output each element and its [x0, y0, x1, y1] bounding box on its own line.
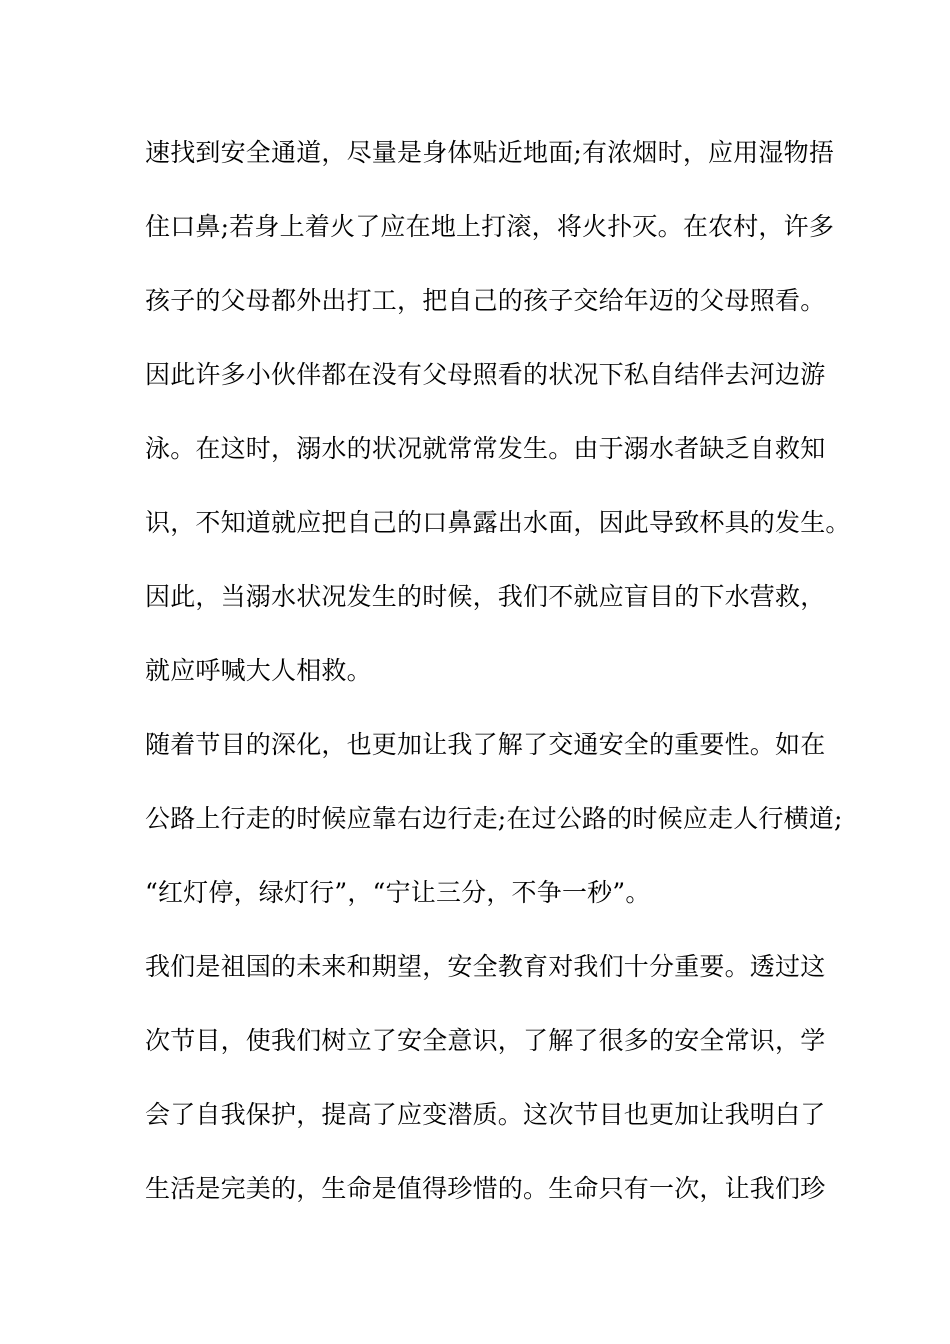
text-line: 速找到安全通道，尽量是身体贴近地面;有浓烟时，应用湿物捂 [145, 138, 835, 167]
text-line: “红灯停，绿灯行”，“宁让三分，不争一秒”。 [145, 878, 651, 907]
text-line: 孩子的父母都外出打工，把自己的孩子交给年迈的父母照看。 [145, 286, 826, 315]
text-line: 住口鼻;若身上着火了应在地上打滚，将火扑灭。在农村，许多 [145, 212, 835, 241]
text-line: 随着节目的深化，也更加让我了解了交通安全的重要性。如在 [145, 730, 826, 759]
text-line: 因此许多小伙伴都在没有父母照看的状况下私自结伴去河边游 [145, 360, 826, 389]
text-line: 因此，当溺水状况发生的时候，我们不就应盲目的下水营救， [145, 582, 826, 611]
text-line: 次节目，使我们树立了安全意识，了解了很多的安全常识，学 [145, 1026, 826, 1055]
text-line: 识，不知道就应把自己的口鼻露出水面，因此导致杯具的发生。 [145, 508, 851, 537]
text-line: 泳。在这时，溺水的状况就常常发生。由于溺水者缺乏自救知 [145, 434, 826, 463]
text-line: 公路上行走的时候应靠右边行走;在过公路的时候应走人行横道; [145, 804, 843, 833]
text-line: 会了自我保护，提高了应变潜质。这次节目也更加让我明白了 [145, 1100, 826, 1129]
text-line: 就应呼喊大人相救。 [145, 656, 372, 685]
text-line: 我们是祖国的未来和期望，安全教育对我们十分重要。透过这 [145, 952, 826, 981]
text-line: 生活是完美的，生命是值得珍惜的。生命只有一次，让我们珍 [145, 1174, 826, 1203]
